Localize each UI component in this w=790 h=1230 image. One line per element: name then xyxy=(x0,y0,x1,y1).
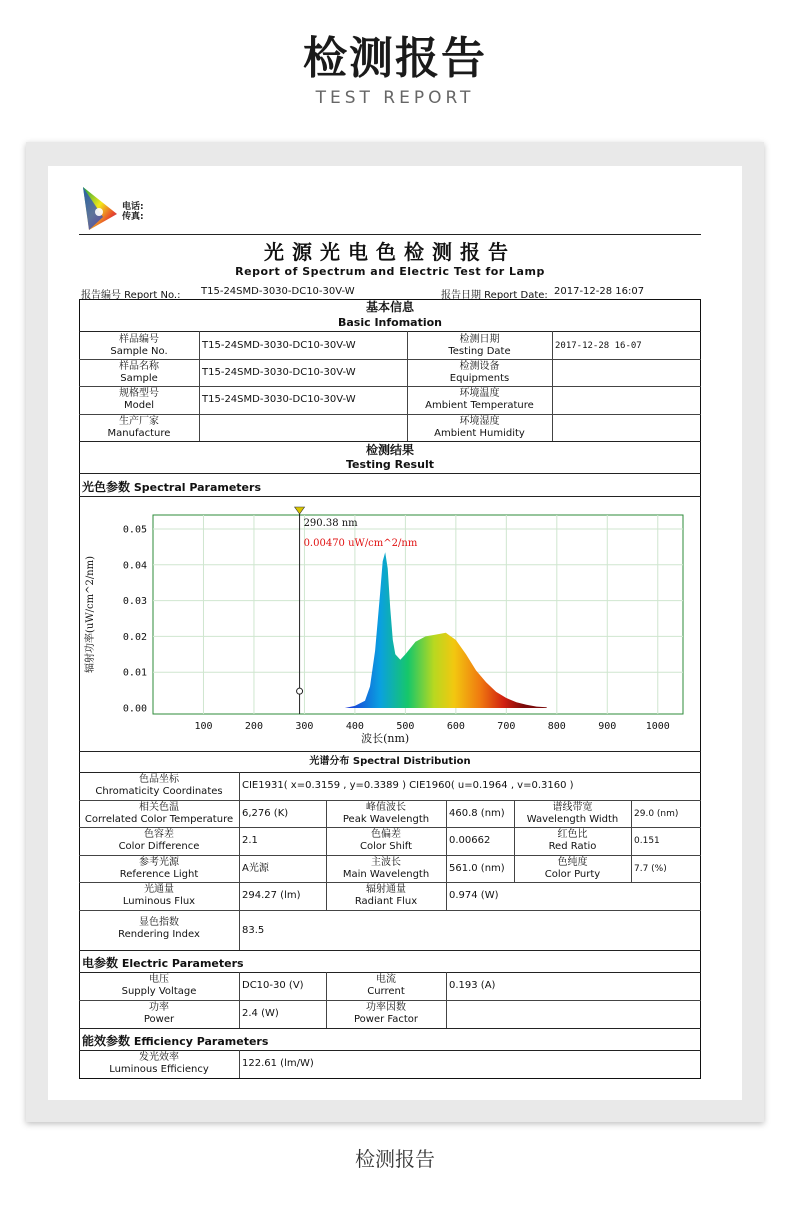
report-title-cn: 光源光电色检测报告 xyxy=(264,240,516,264)
divider xyxy=(79,1050,701,1051)
divider xyxy=(79,386,701,387)
divider xyxy=(199,331,200,441)
supply-voltage-value: DC10-30 (V) xyxy=(242,980,304,991)
divider xyxy=(239,1050,240,1078)
x-tick-label: 500 xyxy=(396,721,415,732)
red-ratio-value: 0.151 xyxy=(634,836,660,846)
divider xyxy=(79,800,701,801)
divider xyxy=(79,1028,701,1029)
divider xyxy=(79,972,701,973)
contact-info xyxy=(122,202,144,222)
basic-row-label: 检测日期 Testing Date xyxy=(448,334,511,357)
y-tick-label: 0.05 xyxy=(122,524,147,536)
sample-no-value: T15-24SMD-3030-DC10-30V-W xyxy=(202,340,356,351)
x-tick-label: 900 xyxy=(598,721,617,732)
report-title-en: Report of Spectrum and Electric Test for Lamp xyxy=(235,265,545,278)
param-label: 光通量 Luminous Flux xyxy=(122,884,196,907)
divider xyxy=(79,855,701,856)
testing-date-value: 2017-12-28 16-07 xyxy=(555,341,642,351)
sample-value: T15-24SMD-3030-DC10-30V-W xyxy=(202,367,356,378)
report-no-label: 报告编号 Report No.: xyxy=(81,290,181,301)
divider xyxy=(79,496,701,497)
divider xyxy=(239,772,240,950)
fax-label: 传真: xyxy=(122,212,144,222)
luminous-flux-value: 294.27 (lm) xyxy=(242,890,301,901)
divider xyxy=(79,359,701,360)
cursor-wavelength-label: 290.38 nm xyxy=(303,518,358,529)
divider xyxy=(79,1000,701,1001)
current-value: 0.193 (A) xyxy=(449,980,496,991)
param-label: 色偏差 Color Shift xyxy=(359,829,413,852)
basic-row-label: 环境温度 Ambient Temperature xyxy=(425,388,534,411)
divider xyxy=(631,800,632,882)
chromaticity-value: CIE1931( x=0.3159 , y=0.3389 ) CIE1960( u=0.1964 , v=0.3160 ) xyxy=(242,780,574,791)
spectrum-chart xyxy=(79,499,701,751)
divider xyxy=(79,910,701,911)
page-title: 检测报告 xyxy=(303,33,487,84)
divider xyxy=(79,473,701,474)
color-purity-value: 7.7 (%) xyxy=(634,864,667,874)
param-label: 色纯度 Color Purty xyxy=(544,857,601,880)
color-shift-value: 0.00662 xyxy=(449,835,491,846)
y-tick-label: 0.03 xyxy=(122,596,147,608)
divider xyxy=(79,441,701,442)
header-rule xyxy=(79,234,701,235)
divider xyxy=(79,751,701,752)
report-date-label: 报告日期 Report Date: xyxy=(441,290,548,301)
phone-label: 电话: xyxy=(122,202,144,212)
divider xyxy=(79,827,701,828)
x-tick-label: 700 xyxy=(497,721,516,732)
param-label: 色容差 Color Difference xyxy=(118,829,200,852)
cursor-value-label: 0.00470 uW/cm^2/nm xyxy=(303,538,418,549)
cct-value: 6,276 (K) xyxy=(242,808,289,819)
electric-section-title: 电参数 Electric Parameters xyxy=(82,956,244,970)
divider xyxy=(79,950,701,951)
main-wavelength-value: 561.0 (nm) xyxy=(449,863,505,874)
basic-row-label: 生产厂家 Manufacture xyxy=(107,416,171,439)
rendering-index-value: 83.5 xyxy=(242,925,265,936)
divider xyxy=(79,772,701,773)
param-label: 功率因数 Power Factor xyxy=(353,1002,419,1025)
power-value: 2.4 (W) xyxy=(242,1008,279,1019)
efficiency-section-title: 能效参数 Efficiency Parameters xyxy=(82,1034,269,1048)
param-label: 辐射通量 Radiant Flux xyxy=(354,884,418,907)
divider xyxy=(79,414,701,415)
x-tick-label: 200 xyxy=(244,721,263,732)
divider xyxy=(79,882,701,883)
basic-row-label: 环境湿度 Ambient Humidity xyxy=(434,416,525,439)
param-label: 谱线带宽 Wavelength Width xyxy=(526,802,619,825)
y-axis-label: 辐射功率(uW/cm^2/nm) xyxy=(85,555,96,674)
result-title-en: Testing Result xyxy=(346,458,434,471)
luminous-efficiency-value: 122.61 (lm/W) xyxy=(242,1058,314,1069)
x-axis-label: 波长(nm) xyxy=(361,732,410,745)
result-title-cn: 检测结果 xyxy=(365,443,414,457)
x-tick-label: 800 xyxy=(547,721,566,732)
model-value: T15-24SMD-3030-DC10-30V-W xyxy=(202,394,356,405)
x-tick-label: 100 xyxy=(194,721,213,732)
param-label: 功率 Power xyxy=(143,1002,175,1025)
color-difference-value: 2.1 xyxy=(242,835,258,846)
basic-title-cn: 基本信息 xyxy=(365,300,414,314)
x-tick-label: 1000 xyxy=(645,721,670,732)
param-label: 主波长 Main Wavelength xyxy=(342,857,430,880)
cursor-point xyxy=(297,688,303,694)
wavelength-width-value: 29.0 (nm) xyxy=(634,809,679,819)
param-label: 电压 Supply Voltage xyxy=(121,974,197,997)
x-tick-label: 400 xyxy=(345,721,364,732)
y-tick-label: 0.00 xyxy=(122,703,147,715)
divider xyxy=(552,331,553,441)
spectral-distribution-title: 光谱分布 Spectral Distribution xyxy=(309,756,471,767)
param-label: 电流 Current xyxy=(367,974,405,997)
basic-row-label: 样品名称 Sample xyxy=(119,361,159,384)
footer-caption: 检测报告 xyxy=(355,1147,435,1171)
basic-row-label: 检测设备 Equipments xyxy=(449,361,510,384)
page-subtitle: TEST REPORT xyxy=(315,88,475,108)
x-tick-label: 300 xyxy=(295,721,314,732)
report-no-value: T15-24SMD-3030-DC10-30V-W xyxy=(201,286,355,297)
spectral-section-title: 光色参数 Spectral Parameters xyxy=(82,480,261,494)
basic-row-label: 规格型号 Model xyxy=(119,388,159,411)
cursor-marker-icon[interactable] xyxy=(295,507,305,514)
param-label: 参考光源 Reference Light xyxy=(119,857,199,880)
color-triangle-logo-icon xyxy=(79,184,119,232)
chromaticity-label: 色品坐标 Chromaticity Coordinates xyxy=(95,774,223,797)
basic-title-en: Basic Infomation xyxy=(337,316,443,329)
param-label: 红色比 Red Ratio xyxy=(548,829,597,852)
basic-row-label: 样品编号 Sample No. xyxy=(110,334,168,357)
x-tick-label: 600 xyxy=(446,721,465,732)
reference-light-value: A光源 xyxy=(242,863,269,874)
param-label: 峰值波长 Peak Wavelength xyxy=(342,802,430,825)
report-date-value: 2017-12-28 16:07 xyxy=(554,286,645,297)
y-tick-label: 0.01 xyxy=(122,667,147,679)
divider xyxy=(79,331,701,332)
param-label: 发光效率 Luminous Efficiency xyxy=(109,1052,209,1075)
param-label: 相关色温 Correlated Color Temperature xyxy=(84,802,234,825)
y-tick-label: 0.02 xyxy=(122,631,147,643)
radiant-flux-value: 0.974 (W) xyxy=(449,890,499,901)
peak-wavelength-value: 460.8 (nm) xyxy=(449,808,505,819)
y-tick-label: 0.04 xyxy=(122,560,147,572)
param-label: 显色指数 Rendering Index xyxy=(118,917,200,940)
